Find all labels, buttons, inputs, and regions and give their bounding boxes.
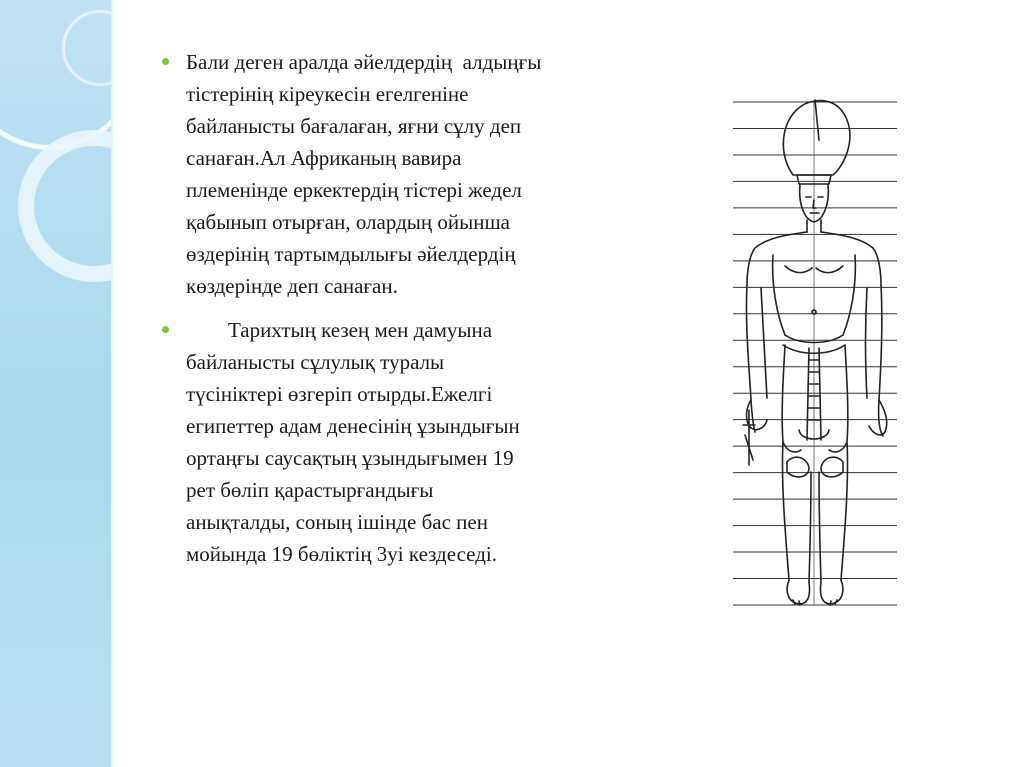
bullet-item-1	[160, 46, 680, 302]
bullet-list	[160, 46, 680, 582]
side-band-edge	[111, 0, 115, 767]
egyptian-proportion-grid-figure-icon	[715, 80, 910, 620]
text-line: өздерінің тартымдылығы әйелдердің	[186, 242, 516, 266]
bullet-text	[186, 46, 680, 302]
text-line: рет бөліп қарастырғандығы	[186, 478, 434, 502]
text-line: Тарихтың кезең мен дамуына	[186, 318, 493, 342]
text-line: түсініктері өзгеріп отырды.Ежелгі	[186, 382, 493, 406]
bullet-item-2	[160, 314, 680, 570]
text-line: көздерінде деп санаған.	[186, 274, 398, 298]
decorative-ring-icon	[18, 130, 111, 282]
bullet-dot-icon	[162, 58, 169, 65]
text-line: байланысты сұлулық туралы	[186, 350, 445, 374]
bullet-text	[186, 314, 680, 570]
text-line: ортаңғы саусақтың ұзындығымен 19	[186, 446, 514, 470]
bullet-dot-icon	[162, 326, 169, 333]
text-line: Бали деген аралда әйелдердің алдыңғы	[186, 50, 542, 74]
text-line: племенінде еркектердің тістері жедел	[186, 178, 522, 202]
decorative-side-band	[0, 0, 111, 767]
text-line: анықталды, соның ішінде бас пен	[186, 510, 488, 534]
text-line: байланысты бағалаған, яғни сұлу деп	[186, 114, 522, 138]
text-line: қабынып отырған, олардың ойынша	[186, 210, 510, 234]
text-line: тістерінің кіреукесін егелгеніне	[186, 82, 469, 106]
figure-outline	[743, 100, 887, 605]
text-line: санаған.Ал Африканың вавира	[186, 146, 462, 170]
text-line: египеттер адам денесінің ұзындығын	[186, 414, 520, 438]
text-line: мойында 19 бөліктің 3уі кездеседі.	[186, 542, 497, 566]
